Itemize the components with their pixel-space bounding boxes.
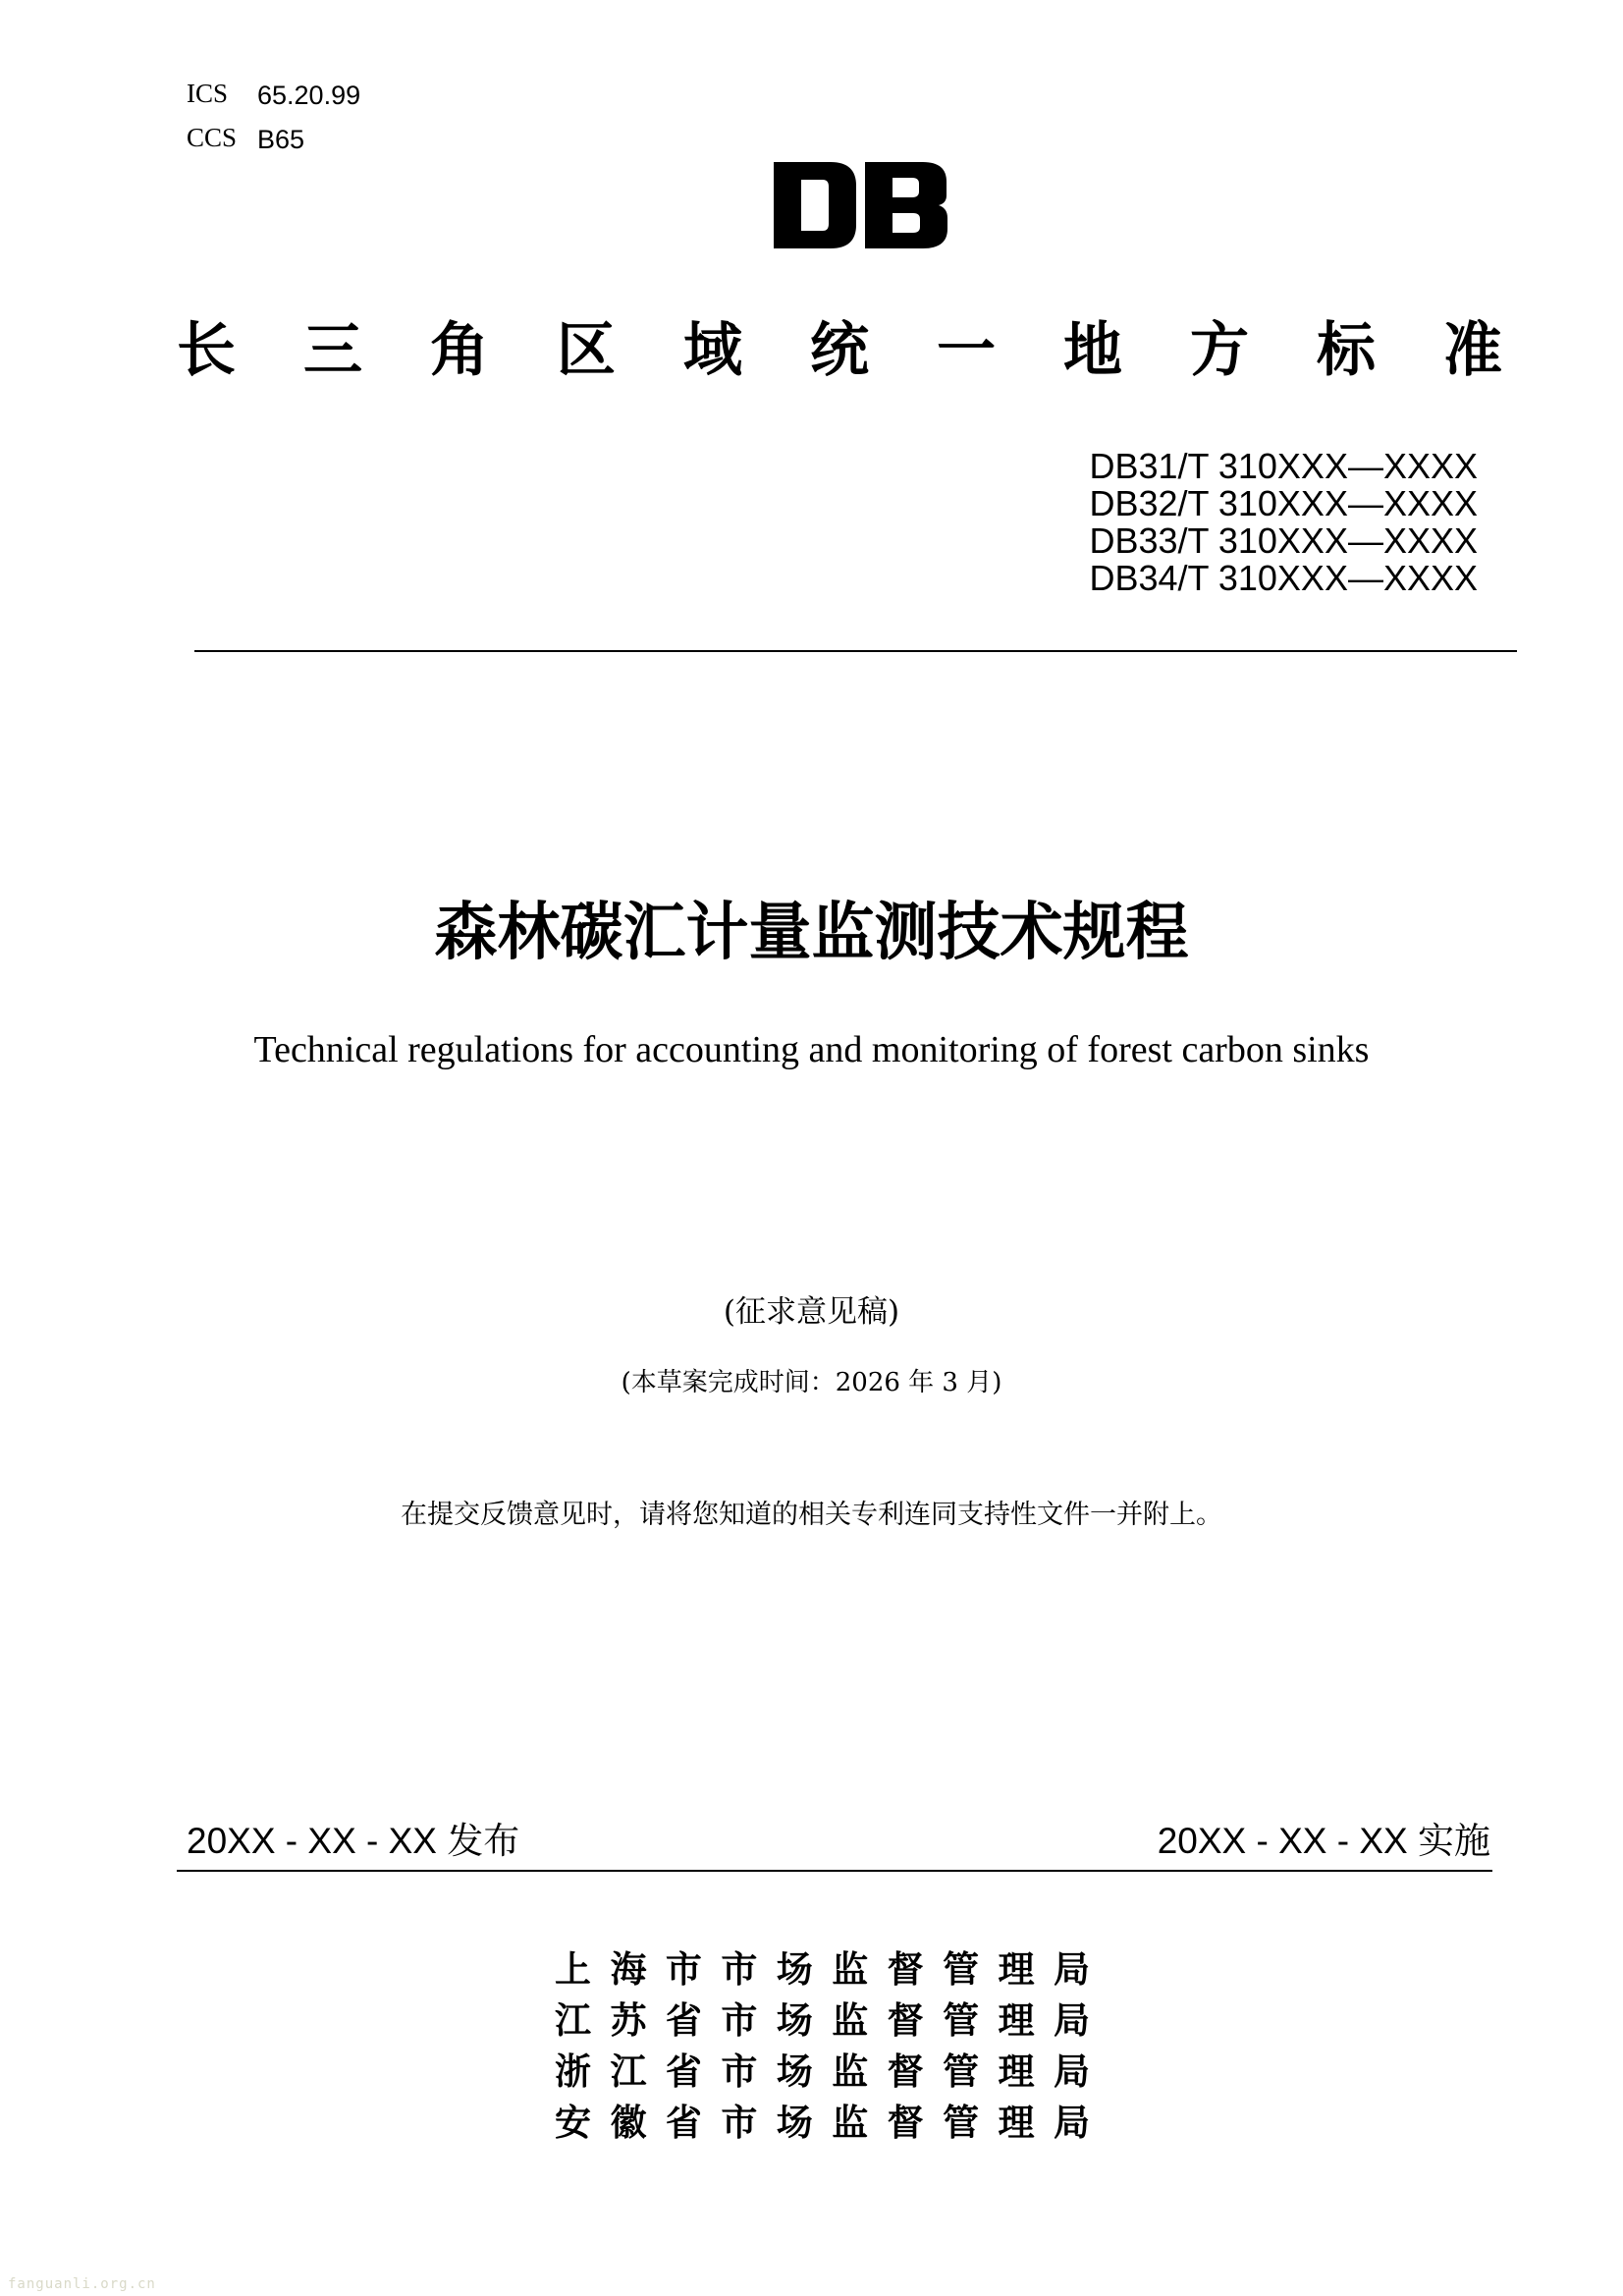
standard-number: DB32/T 310XXX—XXXX	[1089, 483, 1478, 523]
watermark-text: fanguanli.org.cn	[8, 2276, 156, 2292]
issuer-char: 省	[665, 2102, 702, 2144]
issuer-jiangsu	[555, 1995, 1090, 2047]
issuer-char: 徽	[610, 2102, 647, 2144]
issuer-char: 场	[776, 1948, 813, 1991]
issuer-char: 场	[776, 2050, 813, 2093]
standard-type-char: 方	[1190, 316, 1249, 385]
standard-type-char: 域	[683, 316, 742, 385]
issue-date: 20XX - XX - XX 发布	[187, 1821, 520, 1861]
issuer-char: 市	[721, 2050, 758, 2093]
standard-type-char: 一	[937, 316, 996, 385]
document-title-en: Technical regulations for accounting and monitoring of forest carbon sinks	[253, 1029, 1370, 1070]
standard-numbers	[982, 448, 1478, 597]
issuer-char: 理	[998, 1999, 1035, 2042]
standard-number: DB33/T 310XXX—XXXX	[1089, 520, 1478, 561]
standard-number: DB31/T 310XXX—XXXX	[1089, 446, 1478, 486]
standard-type-char: 地	[1063, 316, 1122, 385]
issuer-char: 管	[943, 2050, 980, 2093]
issuer-char: 局	[1053, 1999, 1090, 2042]
db-logo	[774, 162, 947, 248]
issuer-char: 苏	[610, 1999, 647, 2042]
dates-rule	[177, 1870, 1492, 1872]
issuer-char: 管	[943, 1948, 980, 1991]
issuer-char: 市	[721, 1999, 758, 2042]
issuer-char: 市	[721, 2102, 758, 2144]
standard-type-char: 长	[177, 316, 236, 385]
issuer-char: 督	[887, 2050, 924, 2093]
issuer-char: 督	[887, 1999, 924, 2042]
issuer-char: 浙	[555, 2050, 591, 2093]
standard-type-char: 角	[430, 316, 489, 385]
issuer-char: 局	[1053, 1948, 1090, 1991]
ics-value: 65.20.99	[257, 81, 361, 110]
patent-notice: 在提交反馈意见时，请将您知道的相关专利连同支持性文件一并附上。	[401, 1500, 1222, 1530]
issuer-zhejiang	[555, 2047, 1090, 2098]
issuer-char: 场	[776, 1999, 813, 2042]
issuer-char: 督	[887, 1948, 924, 1991]
standard-number: DB34/T 310XXX—XXXX	[1089, 558, 1478, 598]
issuer-anhui	[555, 2098, 1090, 2149]
ccs-value: B65	[257, 125, 305, 154]
document-title-zh: 森林碳汇计量监测技术规程	[434, 897, 1189, 969]
issuer-char: 督	[887, 2102, 924, 2144]
standard-type-char: 区	[557, 316, 616, 385]
issuer-char: 管	[943, 1999, 980, 2042]
issuer-shanghai	[555, 1944, 1090, 1995]
issuer-char: 监	[832, 1948, 869, 1991]
issuer-char: 上	[555, 1948, 591, 1991]
header-rule	[194, 650, 1517, 652]
issuer-char: 理	[998, 2050, 1035, 2093]
issuer-char: 理	[998, 2102, 1035, 2144]
draft-completion-date: (本草案完成时间：2026 年 3 月)	[621, 1368, 1002, 1397]
issuer-char: 市	[721, 1948, 758, 1991]
issuer-char: 市	[665, 1948, 702, 1991]
standard-type-char: 三	[303, 316, 362, 385]
implementation-date: 20XX - XX - XX 实施	[1157, 1821, 1490, 1861]
issuer-char: 江	[610, 2050, 647, 2093]
issuer-char: 省	[665, 1999, 702, 2042]
ccs-label: CCS	[187, 123, 238, 152]
issuing-authorities	[555, 1944, 1090, 2149]
issuer-char: 监	[832, 1999, 869, 2042]
issuer-char: 海	[610, 1948, 647, 1991]
issuer-char: 场	[776, 2102, 813, 2144]
issuer-char: 局	[1053, 2102, 1090, 2144]
issuer-char: 安	[555, 2102, 591, 2144]
standard-type-char: 准	[1443, 316, 1502, 385]
issuer-char: 管	[943, 2102, 980, 2144]
issuer-char: 监	[832, 2102, 869, 2144]
standard-type-char: 统	[810, 316, 869, 385]
issuer-char: 理	[998, 1948, 1035, 1991]
ics-label: ICS	[187, 79, 229, 108]
standard-type-heading	[177, 316, 1502, 385]
issuer-char: 省	[665, 2050, 702, 2093]
issuer-char: 江	[555, 1999, 591, 2042]
draft-status: (征求意见稿)	[723, 1294, 900, 1330]
standard-type-char: 标	[1317, 316, 1376, 385]
issuer-char: 监	[832, 2050, 869, 2093]
issuer-char: 局	[1053, 2050, 1090, 2093]
